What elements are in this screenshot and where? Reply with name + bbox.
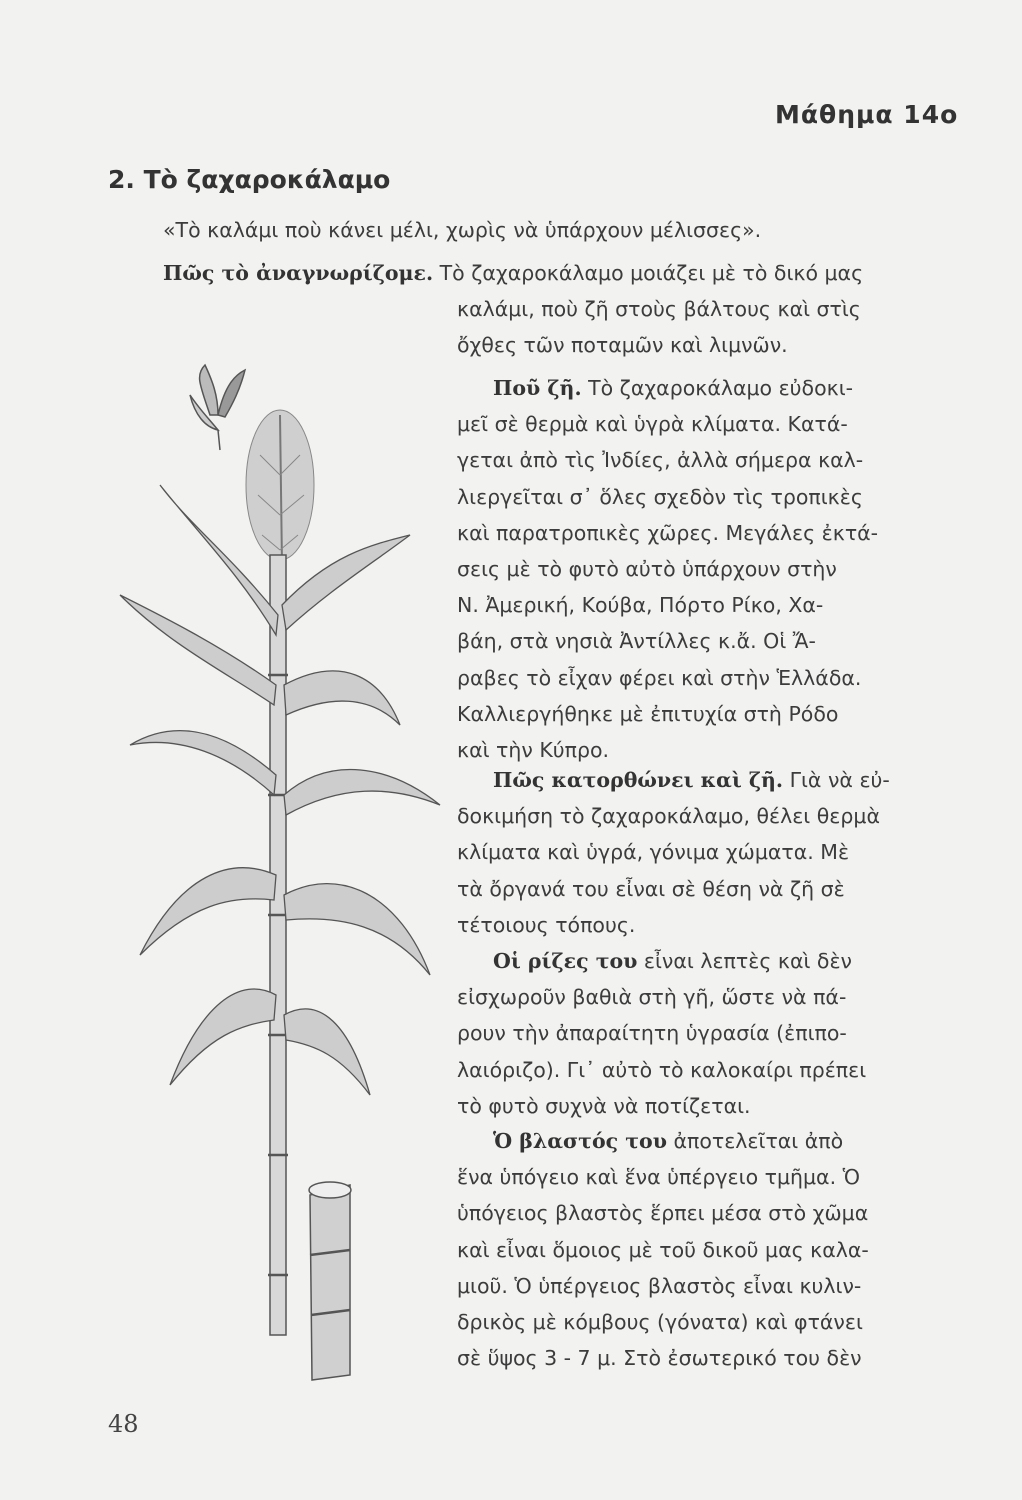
text-line: Τὸ ζαχαροκάλαμο εὐδοκι-: [581, 376, 854, 400]
paragraph-heading: Ὁ βλαστός του: [493, 1129, 667, 1153]
text-line: γεται ἀπὸ τὶς Ἰνδίες, ἀλλὰ σήμερα καλ-: [457, 448, 864, 473]
text-line: Ν. Ἀμερική, Κούβα, Πόρτο Ρίκο, Χα-: [457, 593, 824, 618]
paragraph-recognize: [163, 255, 863, 291]
text-line: βάη, στὰ νησιὰ Ἀντίλλες κ.ἄ. Οἱ Ἄ-: [457, 629, 816, 654]
text-line: ἕνα ὑπόγειο καὶ ἕνα ὑπέργειο τμῆμα. Ὁ: [457, 1165, 860, 1190]
text-line: καλάμι, ποὺ ζῆ στοὺς βάλτους καὶ στὶς: [457, 297, 861, 321]
text-line: τὰ ὄργανά του εἶναι σὲ θέση νὰ ζῆ σὲ: [457, 876, 845, 901]
text-line: τὸ φυτὸ συχνὰ νὰ ποτίζεται.: [457, 1093, 751, 1118]
lesson-header: Μάθημα 14ο: [775, 100, 959, 129]
text-line: δρικὸς μὲ κόμβους (γόνατα) καὶ φτάνει: [457, 1309, 863, 1334]
text-line: καὶ παρατροπικὲς χῶρες. Μεγάλες ἐκτά-: [457, 520, 879, 545]
quote: «Τὸ καλάμι ποὺ κάνει μέλι, χωρὶς νὰ ὑπάρχουν μέλισσες».: [163, 218, 762, 242]
text-line: σὲ ὕψος 3 - 7 μ. Στὸ ἐσωτερικό του δὲν: [457, 1346, 862, 1371]
panicle-icon: [246, 410, 314, 565]
paragraph-recognize-cont: [457, 291, 861, 363]
text-line: μεῖ σὲ θερμὰ καὶ ὑγρὰ κλίματα. Κατά-: [457, 412, 848, 437]
text-line: Τὸ ζαχαροκάλαμο μοιάζει μὲ τὸ δικό μας: [433, 261, 864, 285]
paragraph-roots: [457, 943, 866, 1124]
paragraph-heading: Ποῦ ζῆ.: [493, 376, 582, 400]
text-line: ἀποτελεῖται ἀπὸ: [666, 1129, 844, 1153]
text-line: Γιὰ νὰ εὐ-: [783, 768, 890, 792]
text-line: σεις μὲ τὸ φυτὸ αὐτὸ ὑπάρχουν στὴν: [457, 556, 837, 581]
text-line: εἶναι λεπτὲς καὶ δὲν: [637, 949, 852, 973]
text-line: τέτοιους τόπους.: [457, 912, 636, 937]
text-line: ραβες τὸ εἶχαν φέρει καὶ στὴν Ἑλλάδα.: [457, 665, 862, 690]
paragraph-stem: [457, 1123, 869, 1376]
paragraph-how-succeeds: [457, 762, 890, 943]
stalk-icon: [268, 555, 288, 1335]
paragraph-heading: Πῶς κατορθώνει καὶ ζῆ.: [493, 768, 784, 792]
paragraph-heading: Οἱ ρίζες του: [493, 949, 638, 973]
paragraph-where-lives: [457, 370, 878, 768]
text-line: Καλλιεργήθηκε μὲ ἐπιτυχία στὴ Ρόδο: [457, 701, 839, 726]
paragraph-heading: Πῶς τὸ ἀναγνωρίζομε.: [163, 261, 434, 285]
text-line: καὶ εἶναι ὅμοιος μὲ τοῦ δικοῦ μας καλα-: [457, 1237, 869, 1262]
text-line: λιεργεῖται σ᾿ ὅλες σχεδὸν τὶς τροπικὲς: [457, 484, 863, 509]
cane-piece-icon: [309, 1182, 351, 1380]
sugarcane-plant-drawing-icon: [100, 355, 470, 1395]
text-line: κλίματα καὶ ὑγρά, γόνιμα χώματα. Μὲ: [457, 840, 850, 865]
text-line: μιοῦ. Ὁ ὑπέργειος βλαστὸς εἶναι κυλιν-: [457, 1273, 862, 1298]
section-title: 2. Τὸ ζαχαροκάλαμο: [108, 165, 391, 194]
text-line: ὄχθες τῶν ποταμῶν καὶ λιμνῶν.: [457, 333, 788, 358]
text-line: ρουν τὴν ἀπαραίτητη ὑγρασία (ἐπιπο-: [457, 1021, 847, 1046]
text-line: λαιόριζο). Γι᾿ αὐτὸ τὸ καλοκαίρι πρέπει: [457, 1057, 867, 1082]
quote-block: [163, 212, 761, 248]
text-line: εἰσχωροῦν βαθιὰ στὴ γῆ, ὥστε νὰ πά-: [457, 985, 847, 1010]
text-line: ὑπόγειος βλαστὸς ἕρπει μέσα στὸ χῶμα: [457, 1201, 869, 1226]
flower-icon: [190, 365, 245, 450]
text-line: δοκιμήση τὸ ζαχαροκάλαμο, θέλει θερμὰ: [457, 804, 880, 829]
page-number: 48: [108, 1410, 139, 1438]
text-line: καὶ τὴν Κύπρο.: [457, 737, 610, 762]
